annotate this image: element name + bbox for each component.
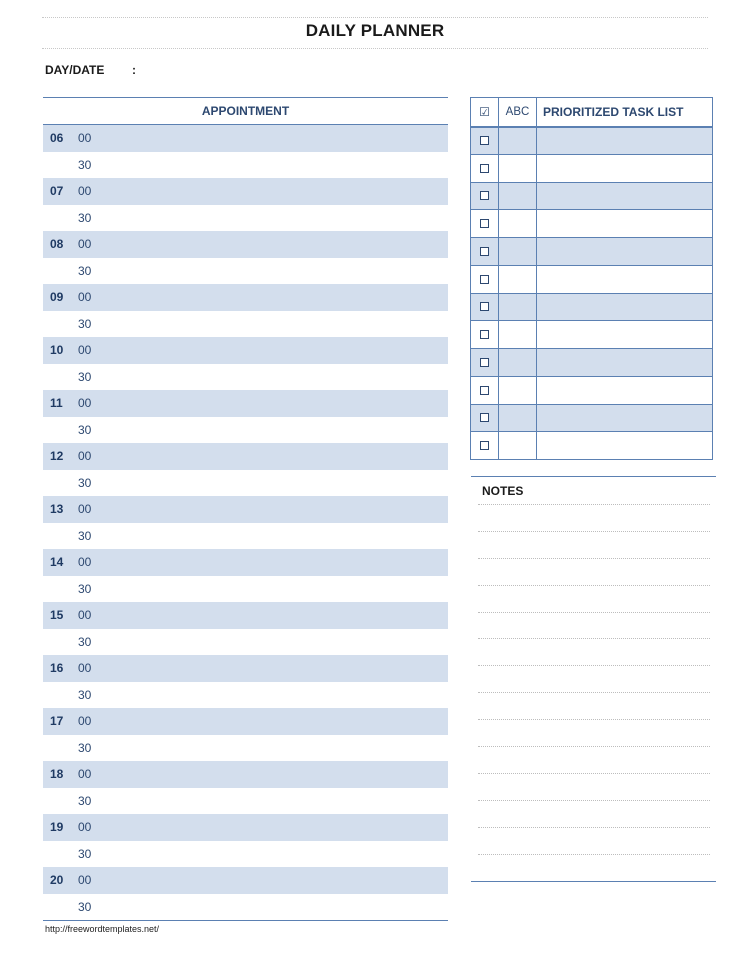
top-divider [42, 17, 708, 18]
appointment-hour: 13 [50, 502, 64, 517]
note-line[interactable] [478, 585, 710, 612]
appointment-row[interactable] [43, 708, 448, 735]
task-text-cell[interactable] [537, 377, 712, 404]
note-line[interactable] [478, 504, 710, 531]
task-priority-cell[interactable] [499, 377, 537, 404]
day-date-label: DAY/DATE [45, 63, 105, 77]
task-text-cell[interactable] [537, 321, 712, 348]
note-line[interactable] [478, 719, 710, 746]
task-text-cell[interactable] [537, 238, 712, 265]
task-priority-cell[interactable] [499, 349, 537, 376]
notes-top-rule [471, 476, 716, 477]
checkbox-icon[interactable] [480, 275, 489, 284]
task-check-cell [471, 128, 499, 154]
appointment-row[interactable] [43, 549, 448, 576]
notes-bottom-rule [471, 881, 716, 882]
appointment-minute: 00 [78, 184, 92, 199]
appointment-row[interactable] [43, 496, 448, 523]
appointment-hour: 14 [50, 555, 64, 570]
task-check-cell [471, 183, 499, 210]
task-text-cell[interactable] [537, 183, 712, 210]
appointment-row[interactable] [43, 841, 448, 868]
appointment-hour: 06 [50, 131, 64, 146]
appointment-row[interactable] [43, 576, 448, 603]
appointment-hour: 18 [50, 767, 64, 782]
appointment-minute: 00 [78, 449, 92, 464]
appointment-row[interactable] [43, 178, 448, 205]
appointment-header: APPOINTMENT [43, 97, 448, 125]
task-text-cell[interactable] [537, 294, 712, 321]
note-line[interactable] [478, 612, 710, 639]
note-line[interactable] [478, 827, 710, 854]
task-priority-cell[interactable] [499, 294, 537, 321]
appointment-minute: 30 [78, 210, 92, 225]
task-row [471, 265, 712, 293]
task-text-cell[interactable] [537, 210, 712, 237]
appointment-minute: 00 [78, 343, 92, 358]
note-line[interactable] [478, 773, 710, 800]
appointment-minute: 00 [78, 661, 92, 676]
page-title: DAILY PLANNER [305, 21, 445, 40]
task-text-cell[interactable] [537, 432, 712, 459]
task-priority-cell[interactable] [499, 210, 537, 237]
task-row [471, 209, 712, 237]
appointment-minute: 30 [78, 475, 92, 490]
task-priority-cell[interactable] [499, 405, 537, 432]
checkbox-icon[interactable] [480, 164, 489, 173]
task-row [471, 237, 712, 265]
header-task-title: PRIORITIZED TASK LIST [543, 105, 684, 119]
task-check-cell [471, 210, 499, 237]
note-line[interactable] [478, 665, 710, 692]
appointment-row[interactable] [43, 337, 448, 364]
appointment-minute: 30 [78, 634, 92, 649]
task-text-cell[interactable] [537, 405, 712, 432]
appointment-row[interactable] [43, 443, 448, 470]
appointment-minute: 30 [78, 157, 92, 172]
appointment-row[interactable] [43, 814, 448, 841]
footer-url[interactable]: http://freewordtemplates.net/ [45, 924, 160, 934]
checkbox-icon[interactable] [480, 136, 489, 145]
appointment-row[interactable] [43, 417, 448, 444]
appointment-minute: 00 [78, 237, 92, 252]
note-line[interactable] [478, 638, 710, 665]
checkbox-icon[interactable] [480, 386, 489, 395]
appointment-minute: 30 [78, 422, 92, 437]
appointment-row[interactable] [43, 867, 448, 894]
appointment-minute: 00 [78, 555, 92, 570]
note-line[interactable] [478, 746, 710, 773]
checkbox-icon[interactable] [480, 441, 489, 450]
task-rows [471, 126, 712, 459]
appointment-minute: 30 [78, 899, 92, 914]
appointment-hour: 17 [50, 714, 64, 729]
task-row [471, 431, 712, 459]
note-lines [471, 504, 716, 880]
notes-section [471, 476, 716, 880]
appointment-minute: 30 [78, 740, 92, 755]
checkbox-icon[interactable] [480, 219, 489, 228]
appointment-row[interactable] [43, 231, 448, 258]
appointment-row[interactable] [43, 470, 448, 497]
task-priority-cell[interactable] [499, 321, 537, 348]
appointment-hour: 08 [50, 237, 64, 252]
appointment-hour: 20 [50, 873, 64, 888]
appointment-minute: 00 [78, 608, 92, 623]
task-check-cell [471, 238, 499, 265]
task-priority-cell[interactable] [499, 155, 537, 182]
appointment-minute: 30 [78, 316, 92, 331]
appointment-minute: 30 [78, 369, 92, 384]
appointment-section [43, 97, 448, 921]
task-text-cell[interactable] [537, 349, 712, 376]
note-line[interactable] [478, 692, 710, 719]
task-text-cell[interactable] [537, 128, 712, 154]
task-row [471, 376, 712, 404]
task-list-header [471, 98, 712, 126]
task-check-cell [471, 377, 499, 404]
appointment-minute: 30 [78, 793, 92, 808]
task-check-cell [471, 266, 499, 293]
task-row [471, 320, 712, 348]
task-priority-cell[interactable] [499, 238, 537, 265]
checkbox-icon[interactable] [480, 413, 489, 422]
appointment-hour: 09 [50, 290, 64, 305]
appointment-row[interactable] [43, 629, 448, 656]
appointment-row[interactable] [43, 311, 448, 338]
appointment-row[interactable] [43, 788, 448, 815]
note-line[interactable] [478, 800, 710, 827]
appointment-minute: 00 [78, 767, 92, 782]
task-priority-cell[interactable] [499, 432, 537, 459]
title-divider [42, 48, 708, 49]
appointment-minute: 00 [78, 131, 92, 146]
appointment-rows [43, 125, 448, 920]
appointment-hour: 16 [50, 661, 64, 676]
day-date-colon: : [132, 63, 136, 77]
appointment-minute: 00 [78, 290, 92, 305]
appointment-hour: 12 [50, 449, 64, 464]
checkbox-icon[interactable] [480, 330, 489, 339]
appointment-row[interactable] [43, 205, 448, 232]
appointment-minute: 00 [78, 396, 92, 411]
task-check-cell [471, 432, 499, 459]
appointment-minute: 00 [78, 714, 92, 729]
header-abc: ABC [499, 98, 537, 126]
appointment-row[interactable] [43, 523, 448, 550]
appointment-row[interactable] [43, 125, 448, 152]
note-line[interactable] [478, 531, 710, 558]
checkbox-icon[interactable] [480, 191, 489, 200]
appointment-row[interactable] [43, 894, 448, 921]
header-check-icon: ☑ [471, 98, 499, 126]
appointment-row[interactable] [43, 735, 448, 762]
task-row [471, 126, 712, 154]
task-row [471, 293, 712, 321]
appointment-row[interactable] [43, 152, 448, 179]
appointment-hour: 11 [50, 396, 63, 411]
task-row [471, 348, 712, 376]
appointment-minute: 00 [78, 502, 92, 517]
task-priority-cell[interactable] [499, 266, 537, 293]
appointment-minute: 30 [78, 581, 92, 596]
task-check-cell [471, 405, 499, 432]
notes-label: NOTES [482, 484, 524, 498]
task-priority-cell[interactable] [499, 128, 537, 154]
appointment-bottom-rule [43, 920, 448, 921]
appointment-row[interactable] [43, 761, 448, 788]
appointment-minute: 00 [78, 873, 92, 888]
appointment-hour: 10 [50, 343, 64, 358]
appointment-row[interactable] [43, 602, 448, 629]
task-check-cell [471, 321, 499, 348]
checkbox-icon[interactable] [480, 302, 489, 311]
appointment-row[interactable] [43, 364, 448, 391]
task-text-cell[interactable] [537, 155, 712, 182]
appointment-row[interactable] [43, 258, 448, 285]
checkbox-icon[interactable] [480, 247, 489, 256]
task-row [471, 154, 712, 182]
appointment-minute: 30 [78, 846, 92, 861]
task-text-cell[interactable] [537, 266, 712, 293]
task-check-cell [471, 349, 499, 376]
checkbox-icon[interactable] [480, 358, 489, 367]
task-check-cell [471, 294, 499, 321]
appointment-minute: 30 [78, 528, 92, 543]
appointment-row[interactable] [43, 655, 448, 682]
appointment-row[interactable] [43, 682, 448, 709]
appointment-row[interactable] [43, 284, 448, 311]
task-row [471, 404, 712, 432]
task-priority-cell[interactable] [499, 183, 537, 210]
task-list-table [470, 97, 713, 460]
appointment-minute: 00 [78, 820, 92, 835]
note-line[interactable] [478, 558, 710, 585]
appointment-row[interactable] [43, 390, 448, 417]
appointment-minute: 30 [78, 263, 92, 278]
appointment-minute: 30 [78, 687, 92, 702]
task-row [471, 182, 712, 210]
task-check-cell [471, 155, 499, 182]
appointment-hour: 15 [50, 608, 64, 623]
appointment-hour: 19 [50, 820, 64, 835]
appointment-hour: 07 [50, 184, 64, 199]
note-line[interactable] [478, 854, 710, 881]
